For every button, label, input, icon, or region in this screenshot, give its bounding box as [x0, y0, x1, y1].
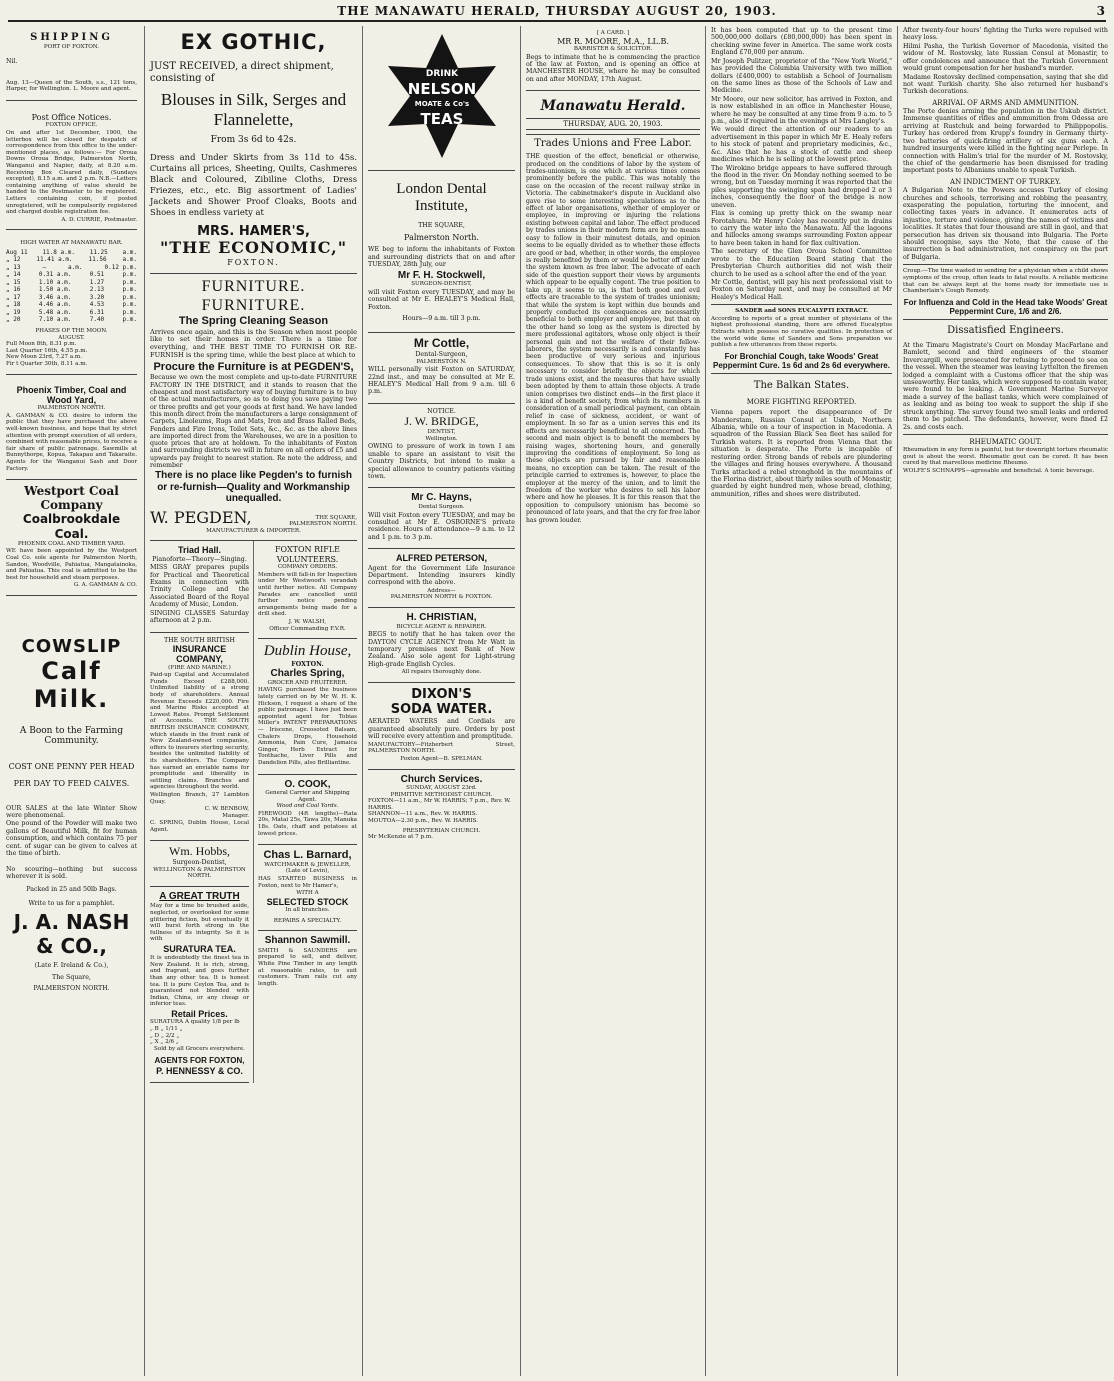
- tide-cell: „ 14: [6, 271, 21, 279]
- timber-place: PALMERSTON NORTH.: [37, 405, 106, 412]
- tide-cell: 7.10 a.m.: [38, 316, 72, 324]
- croup-text: Croup.—The time wasted in sending for a physician when a child shows symptoms of the croup, often leads to fatal results. A reliable medicine that can be always kept at the home ready for immediate use is Chamberlain's Cough Remedy.: [903, 268, 1108, 295]
- tide-row: [6, 316, 137, 324]
- no-place-heading: There is no place like Pegden's to furnish or re-furnish—Quality and Workmanship unequalled.: [155, 470, 352, 505]
- tide-cell: „ 20: [6, 316, 21, 324]
- peterson-address-label: Address—: [427, 587, 456, 594]
- news-para: Mr Cottle, dentist, will pay his next professional visit to Foxton on Saturday next, and may be consulted at Mr Healey's Medical Hall.: [711, 278, 892, 301]
- rifle-body: Members will fall-in for Inspection under Mr Westwood's verandah until further notice. All Company Parades are cancelled until further notice pending arrangements being made for a drill shed.: [258, 571, 357, 618]
- barnard-role: WATCHMAKER & JEWELLER,: [264, 861, 351, 868]
- piano-heading: Pianoforte—Theory—Singing.: [152, 555, 247, 563]
- leader-heading: Trades Unions and Free Labor.: [534, 138, 692, 150]
- tide-cell: —: [42, 263, 47, 271]
- branches-text: In all branches.: [285, 907, 330, 914]
- tide-cell: „ 15: [6, 278, 21, 286]
- church-heading: Church Services.: [400, 773, 483, 785]
- london-town: Palmerston North.: [404, 232, 479, 242]
- post-office-sub: FOXTON OFFICE.: [45, 122, 98, 129]
- moon-phase: Last Quarter 16th, 4.55 p.m.: [6, 347, 88, 354]
- tide-cell: „ 16: [6, 286, 21, 294]
- barnard-ad: [258, 845, 357, 931]
- agents-heading: AGENTS FOR FOXTON,: [154, 1056, 245, 1066]
- christian-role: BICYCLE AGENT & REPAIRER.: [396, 623, 487, 630]
- sawmill-body: SMITH & SAUNDERS are prepared to sell, and deliver, White Pine Timber in any length at reasonable rates, to suit customers. Tram rails cut any length.: [258, 947, 357, 987]
- tide-cell: „ 12: [6, 256, 21, 264]
- truth-heading: A GREAT TRUTH: [159, 890, 240, 902]
- hours-text: Hours—9 a.m. till 3 p.m.: [402, 314, 481, 322]
- nash-late: (Late F. Ireland & Co.),: [34, 962, 109, 970]
- peterson-ad: [368, 549, 515, 608]
- soda-heading: SODA WATER.: [390, 702, 493, 718]
- stockwell-name: Mr F. H. Stockwell,: [397, 269, 486, 281]
- spring-body: Arrives once again, and this is the Season when most people like to set their homes in order. There is a time for everything, and THE BEST TIME TO FURNISH OR RE-FURNISH is the spring time, while the best place at which to: [150, 327, 357, 359]
- pegden-ad: [150, 274, 357, 541]
- tide-cell: a.m.: [122, 256, 137, 264]
- scour-text: No scouring—nothing but success wherever it is sold.: [6, 865, 137, 880]
- suratura-body: It is undoubtedly the finest tea in New Zealand. It is rich, strong, and fragrant, and goes further than any other tea. It is honest tea. It is pure Ceylon Tea, and is guaranteed not blended with Indian, China, or any cheap or inferior teas.: [150, 955, 249, 1008]
- masthead: [8, 4, 1106, 22]
- retail-heading: Retail Prices.: [171, 1009, 228, 1020]
- card-label: [ A CARD. ]: [596, 30, 630, 36]
- arms-heading: ARRIVAL OF ARMS AND AMMUNITION.: [932, 98, 1079, 107]
- spring-agent: C. SPRING, Dublin House, Local Agent.: [150, 820, 249, 833]
- service-row: MOUTOA—2.30 p.m., Rev. W. HARRIS.: [368, 817, 479, 824]
- tide-cell: 11.25: [89, 248, 108, 256]
- bridge-body: OWING to pressure of work in town I am unable to spare an assistant to visit the Country Districts, but intend to make a special allowance to country patients visiting town.: [368, 443, 515, 480]
- christian-ad: [368, 608, 515, 683]
- tide-cell: 3.20: [89, 293, 105, 301]
- bridge-name: J. W. BRIDGE,: [404, 414, 479, 429]
- gout-heading: RHEUMATIC GOUT.: [969, 437, 1042, 446]
- cook-ad: [258, 775, 357, 846]
- hamer-name: MRS. HAMER'S,: [197, 223, 310, 239]
- tide-cell: 7.40: [89, 316, 105, 324]
- tide-cell: p.m.: [122, 271, 137, 279]
- london-dental-ad: [368, 171, 515, 333]
- barnard-late: (Late of Levin),: [285, 868, 330, 875]
- procure-body: Because we own the most complete and up-to-date FURNITURE FACTORY IN THE DISTRICT, and it stands to reason that the cheapest and most satisfactory way of buying furniture is to buy of the actual manufacturers, so as to doing you save paying two or three profits and get your goods at first hand. We have landed this month direct from the manufacturers a large consignment of Carpets, Linoleums, Rugs and Mats, Iron and Brass Railed Beds, Fenders and Fire Irons, Toilet Sets, &c., &c. as the above lines are imported direct from the Warehouses, we are in a position to quote prices that are at holdown. To the inhabitants of Foxton and surrounding districts we will in future on all orders of £5 and upwards pay freight to nearest station. Re note the address, and remember: [150, 374, 357, 470]
- column-1: [6, 26, 142, 1376]
- hobbs-name: Wm. Hobbs,: [169, 844, 230, 859]
- truth-body: May for a time be brushed aside, neglected, or overlooked for some glittering fiction, but eventually it will burst forth strong in the fullness of its integrity. So it is with: [150, 903, 249, 943]
- hobbs-role: Surgeon-Dentist,: [172, 859, 227, 867]
- tide-cell: 6.31: [89, 308, 105, 316]
- tide-row: [6, 279, 137, 287]
- dublin-house-ad: [258, 639, 357, 774]
- timber-body: A. GAMMAN & CO. desire to inform the public that they have purchased the above well-known business, and hope that by strict attention with prompt execution of all orders, combined with reasonable prices, to receive a fair share of public patronage. Sawmills at Bunnythorpe, Kopua, Takapau and Takaraite. Agents for the Wanganui Sash and Door Factory.: [6, 412, 137, 472]
- grocers-text: Sold by all Grocers everywhere.: [154, 1045, 245, 1052]
- tide-cell: 4.46 a.m.: [38, 301, 72, 309]
- cook-sub: Wood and Coal Yards.: [276, 803, 339, 810]
- fighting-sub: MORE FIGHTING REPORTED.: [746, 397, 857, 406]
- blouse-price: From 3s 6d to 42s.: [210, 135, 297, 146]
- shipping-heading: SHIPPING: [30, 32, 113, 43]
- westport-coal-ad: [6, 480, 137, 596]
- tide-cell: 11.41 a.m.: [36, 256, 73, 264]
- stockwell-role: SURGEON-DENTIST,: [411, 281, 472, 288]
- barnard-body: HAS STARTED BUSINESS in Foxton, next to Mr Hamer's,: [258, 876, 357, 889]
- barnard-name: Chas L. Barnard,: [263, 849, 352, 862]
- column-2: [144, 26, 362, 1376]
- spring-name: Charles Spring,: [270, 668, 345, 680]
- tide-row: [6, 249, 137, 257]
- cowslip-ad: [6, 596, 137, 993]
- timber-heading: Phoenix Timber, Coal and Wood Yard,: [16, 384, 127, 405]
- walsh-role: Officer Commanding F.V.R.: [269, 625, 346, 632]
- nash-heading: J. A. NASH & CO.,: [13, 910, 130, 958]
- shipping-nil: Nil.: [6, 58, 18, 66]
- tide-cell: 4.53: [89, 301, 105, 309]
- coal-sign: G. A. GAMMAN & CO.: [73, 582, 137, 589]
- tide-cell: 5.48 a.m.: [38, 308, 72, 316]
- post-office-sign: A. D. CURRIE, Postmaster.: [61, 216, 137, 223]
- wolfe-text: WOLFE'S SCHNAPPS—agreeable and beneficial. A tonic beverage.: [903, 467, 1095, 474]
- repairs-text: REPAIRS A SPECIALTY.: [273, 917, 342, 924]
- price-row: „ D „ 2/2 „: [150, 1032, 180, 1039]
- indictment-body: A Bulgarian Note to the Powers accuses Turkey of closing churches and schools, terrorising and robbing the peasantry, exasperating the population, torturing the innocent, and collecting taxes years in advance. It enumerates acts of injustice, torture and violence, giving the names of victims and localities. It states that four thousand are still in gaol, and that persecution has driven six thousand into Bulgaria. The Porte should recognise, says the Note, that the cause of the insurrection is bad administration, not conspiracy on the part of Bulgaria.: [903, 187, 1108, 261]
- nash-address: The Square,: [52, 973, 91, 981]
- price-row: „ X „ 2/6 „: [150, 1039, 179, 1046]
- peterson-address: PALMERSTON NORTH & FOXTON.: [390, 594, 493, 601]
- nelson-tea-ad: [368, 26, 515, 171]
- singing-text: SINGING CLASSES Saturday afternoon at 2 p.m.: [150, 609, 249, 625]
- dixon-ad: [368, 683, 515, 770]
- sawmill-ad: [258, 931, 357, 987]
- herald-date: THURSDAY, AUG. 20, 1903.: [526, 118, 700, 130]
- gray-body: MISS GRAY prepares pupils for Practical and Theoretical Exams in connection with Trinity College and the Associated Board of the Royal Academy of Music, London.: [150, 564, 249, 609]
- tide-cell: 2.13: [89, 286, 105, 294]
- gout-body: Rheumatism in any form is painful, but for downright torture rheumatic gout is about the worst. Rheumatic gout can be cured. It has been cured by that marvellous medicine Rheumo.: [903, 447, 1108, 467]
- tide-cell: p.m.: [122, 316, 137, 324]
- news-para: It has been computed that up to the present time 500,000,000 dollars (£80,000,000) has been spent in checking swine fever in America. The same work costs England £70,000 per annum.: [711, 27, 892, 57]
- bronchial-ad: For Bronchial Cough, take Woods' Great Peppermint Cure. 1s 6d and 2s 6d everywhere.: [713, 351, 890, 370]
- bridge-ad: [368, 404, 515, 489]
- economic-town: FOXTON.: [227, 257, 280, 267]
- hobbs-town: WELLINGTON & PALMERSTON NORTH.: [153, 866, 246, 880]
- dixon-factory: MANUFACTORY—Fitzherbert Street, PALMERSTON NORTH.: [368, 741, 515, 755]
- notice-heading: NOTICE.: [427, 407, 456, 415]
- furniture-heading: FURNITURE. FURNITURE.: [201, 278, 306, 314]
- london-square: THE SQUARE,: [418, 221, 465, 229]
- methodist-heading: PRIMITIVE METHODIST CHURCH.: [390, 791, 493, 798]
- hayns-ad: [368, 488, 515, 549]
- peterson-name: ALFRED PETERSON,: [395, 553, 487, 564]
- column-5: [705, 26, 897, 1376]
- tide-cell: 3.46 a.m.: [38, 293, 72, 301]
- tides-heading: HIGH WATER AT MANAWATU BAR.: [20, 240, 123, 247]
- dixon-heading: DIXON'S: [411, 686, 472, 702]
- herald-title: Manawatu Herald.: [540, 98, 686, 115]
- economic-name: "THE ECONOMIC,": [159, 237, 348, 257]
- sbi-branch: Wellington Branch, 27 Lambton Quay.: [150, 791, 249, 805]
- coalbrookdale-heading: Coalbrookdale Coal.: [22, 512, 121, 541]
- sanders-heading: SANDER and SONS EUCALYPTI EXTRACT.: [735, 308, 868, 315]
- presbyterian-heading: PRESBYTERIAN CHURCH.: [402, 827, 481, 834]
- sbi-sub: (FIRE AND MARINE.): [168, 664, 231, 671]
- post-office-heading: Post Office Notices.: [31, 113, 112, 122]
- stockwell-body: will visit Foxton every TUESDAY, and may be consulted at Mr E. HEALEY'S Medical Hall, Foxton.: [368, 288, 515, 311]
- tide-cell: Aug 11: [6, 248, 28, 256]
- moon-phase: Full Moon 8th, 8.31 p.m.: [6, 341, 77, 348]
- peterson-body: Agent for the Government Life Insurance Department. Intending insurers kindly correspond with the above.: [368, 564, 515, 587]
- london-body: WE beg to inform the inhabitants of Foxton and surrounding districts that on and after TUESDAY, 28th July, our: [368, 246, 515, 269]
- post-office-body: On and after 1st December, 1900, the letterbox will be closed for despatch of correspondence from this office to the under-mentioned places, as follows:— For Oroua Downs Oroua Bridge, Palmerston North, Wanganui and Napier, daily, at 8.20 a.m. Receiving Box Cleared daily, (Sundays excepted), 8.15 a.m. and 2 p.m. N.B.—Letters containing anything of value should be handed to the Postmaster to be registered. Letters containing coin, if posted unregistered, will be compulsorily registered and charged double registration fee.: [6, 130, 137, 216]
- sbi-heading-2: INSURANCE COMPANY,: [172, 643, 227, 665]
- tide-cell: p.m.: [122, 293, 137, 301]
- news-para: Mr Moore, our new solicitor, has arrived in Foxton, and is now established in an office in Manchester House, where he may be consulted at any time from 9 a.m. to 5 p.m., also if required in the evenings at Mrs Langley's.: [711, 95, 892, 126]
- cottle-ad: [368, 333, 515, 404]
- write-text: Write to us for a pamphlet.: [28, 899, 115, 907]
- tide-cell: a.m.: [68, 263, 83, 271]
- sbi-heading: THE SOUTH BRITISH: [163, 636, 236, 644]
- pegden-address: THE SQUARE, PALMERSTON NORTH.: [289, 514, 357, 528]
- nash-town: PALMERSTON NORTH.: [33, 985, 110, 993]
- tide-row: [6, 301, 137, 309]
- rifle-heading: FOXTON RIFLE VOLUNTEERS.: [275, 545, 340, 564]
- news-para: Madame Rostovsky declined compensation, saying that she did not want Turkish charity. She also returned her husband's Turkish decorations.: [903, 73, 1108, 96]
- moore-body: Begs to intimate that he is commencing the practice of the law at Foxton, and is opening an office at MANCHESTER HOUSE, where he may be consulted on and after MONDAY, 17th August.: [526, 53, 700, 83]
- teas-text: TEAS: [420, 110, 463, 128]
- benbow-name: C. W. BENBOW,: [204, 806, 249, 813]
- bridge-town: Wellington.: [425, 435, 458, 442]
- shipping-port: PORT OF FOXTON.: [43, 43, 100, 50]
- hayns-name: Mr C. Hayns,: [411, 492, 472, 504]
- packed-text: Packed in 25 and 50lb Bags.: [26, 886, 117, 894]
- price-row: „ B „ 1/11 „: [150, 1025, 183, 1032]
- price-row: SURATURA A quality 1/8 per lb: [150, 1019, 240, 1026]
- spring-body-2: HAVING purchased the business lately carried on by Mr W. H. K. Hickson, I request a share of the public patronage. I have just been appointed agent for Tobias Miller's PATENT PREPARATIONS — Iriscene, Creosoted Balsam, Chalers Drops, Household Ammonia, Pain Cure, Jamaica Ginger, Herb Extract for Toothache, Liver Pills and Dandelion Pills, also Brilliantine.: [258, 687, 357, 766]
- news-para: Hilmi Pasha, the Turkish Governor of Macedonia, visited the widow of M. Rostovsky, late Russian Consul at Monastir, to offer condolences and announce that the Turkish Government would grant compensation for her husband's murder.: [903, 42, 1108, 73]
- church-date: SUNDAY, AUGUST 23rd.: [406, 785, 477, 791]
- post-office-section: [6, 101, 137, 230]
- triad-heading: Triad Hall.: [177, 545, 221, 556]
- tide-row: [6, 271, 137, 279]
- tide-cell: p.m.: [122, 301, 137, 309]
- hayns-role: Dental Surgeon.: [418, 503, 465, 510]
- bridge-role: DENTIST,: [427, 429, 456, 436]
- masthead-title: THE MANAWATU HERALD, THURSDAY AUGUST 20, 1903.: [337, 4, 777, 18]
- cottle-body: WILL personally visit Foxton on SATURDAY, 22nd inst., and may be consulted at Mr E. HEALEY'S Medical Hall from 9 a.m. till 6 p.m.: [368, 366, 515, 396]
- engineers-heading: Dissatisfied Engineers.: [947, 325, 1064, 337]
- tide-cell: 1.27: [89, 278, 105, 286]
- cook-body: FIREWOOD (4ft lengths)—Rata 20s, Matai 25s, Tawa 20s, Manuka 18s. Oats, chaff and potatoes at lowest prices.: [258, 810, 357, 837]
- gothic-intro: JUST RECEIVED, a direct shipment, consisting of: [150, 60, 334, 84]
- moore-name: MR R. MOORE, M.A., LL.B.: [557, 36, 669, 46]
- arms-body: The Porte denies arming the population in the Uskub district. Immense quantities of rifles and ammunition from Odessa are arriving at Rustchuk and being forwarded to Philippopolis. Turkey has ordered from Krupp's foundry in Germany thirty-two batteries of quick-firing artillery of six guns each. A hundred insurgents were killed in the fighting near Perlepe. In connection with Halim's trial for the murder of M. Rostovsky, the chief of the gendarmerie has been dismissed for trading important posts to Albanians unable to speak Turkish.: [903, 108, 1108, 175]
- nelson-star-logo: [378, 32, 506, 160]
- cowslip-heading: COWSLIP: [21, 635, 122, 657]
- tide-cell: „ 19: [6, 308, 21, 316]
- influenza-ad: For Influenza and Cold in the Head take Woods' Great Peppermint Cure, 1/6 and 2/6.: [903, 297, 1108, 316]
- news-para: We would direct the attention of our readers to an advertisement in this paper in which Mr E. Healy refers to his stock of patent and proprietary medicines, &c., &c. Also that he has a stock of cattle and sheep medicines which he is selling at the lowest price.: [711, 126, 892, 164]
- procure-heading: Procure the Furniture is at PEGDEN'S,: [153, 360, 354, 373]
- cottle-name: Mr Cottle,: [413, 336, 470, 351]
- tide-cell: 0.51: [89, 271, 105, 279]
- phoenix-timber-ad: [6, 375, 137, 481]
- rifle-orders: COMPANY ORDERS.: [277, 564, 338, 571]
- cook-role: General Carrier and Shipping Agent.: [265, 790, 350, 803]
- moon-heading: PHASES OF THE MOON.: [35, 327, 108, 334]
- tide-cell: p.m.: [122, 278, 137, 286]
- pegden-role: MANUFACTURER & IMPORTER.: [206, 527, 301, 534]
- drink-text: DRINK: [425, 69, 458, 79]
- dixon-body: AERATED WATERS and Cordials are guaranteed absolutely pure. Orders by post will receive every attention and promptitude.: [368, 718, 515, 741]
- tide-cell: p.m.: [122, 286, 137, 294]
- column-3: [362, 26, 520, 1376]
- tide-cell: p.m.: [122, 308, 137, 316]
- blouses-heading: Blouses in Silk, Serges and Flannelette,: [160, 90, 347, 129]
- tide-cell: „ 13: [6, 263, 21, 271]
- hobbs-ad: [150, 841, 249, 886]
- nelson-text: NELSON: [407, 80, 476, 98]
- tide-cell: 1.10 a.m.: [38, 278, 72, 286]
- news-para: Flax is coming up pretty thick on the swamp near Forotahuru. Mr Henry Coley has recently put in drains to carry the water into the Manawatu. All the lagoons and hillocks among swamps surrounding Foxton appear to have been taken in hand for flax cultivation.: [711, 210, 892, 247]
- ex-gothic-ad: [150, 26, 357, 274]
- balkan-body: Vienna papers report the disappearance of Dr Manderstam, Russian Consul at Uskub, Northern Albania, while on a tour of inspection in Macedonia. A squadron of the Russian Black Sea fleet has sailed for Turkish waters. It is reported from Vienna that the situation is desperate. The Porte is incapable of restoring order. Strong bands of rebels are plundering the villages and firing houses everywhere. A thousand Turks attacked a rebel stronghold in the mountains of the Florina district, about thirty miles south of Monastir, guarded by eight hundred men, whose bread, clothing, ammunition, rifles and shoes were distributed.: [711, 409, 892, 498]
- tide-cell: 0.31 a.m.: [38, 271, 72, 279]
- boon-text: A Boon to the Farming Community.: [19, 725, 124, 747]
- dublin-town: FOXTON.: [291, 660, 324, 668]
- suratura-ad: [150, 887, 249, 1083]
- hayns-body: Will visit Foxton every TUESDAY, and may be consulted at Mr E. OSBORNE'S private residence. Hours of attendance—9 a.m. to 12 and 1 p.m. to 3 p.m.: [368, 511, 515, 541]
- news-para: The secretary of the Glen Oroua School Committee wrote to the Education Board stating that the Presbyterian Church authorities did not wish their church to be used as a school after the end of the year.: [711, 248, 892, 278]
- grocer-role: GROCER AND FRUITERER.: [267, 679, 348, 686]
- sanders-body: According to reports of a great number of physicians of the highest professional standing, there are offered Eucalyptus Extracts which possess no curative qualities. In protection of the world wide fame of Sanders and Sons preparation we publish a few utterances from these reports.: [711, 315, 892, 349]
- tide-row: [6, 286, 137, 294]
- moore-card: [526, 26, 700, 91]
- benbow-role: Manager.: [222, 812, 249, 819]
- cost-text: COST ONE PENNY PER HEAD PER DAY TO FEED CALVES.: [8, 761, 135, 788]
- london-heading: London Dental Institute,: [396, 181, 487, 215]
- tide-cell: „ 17: [6, 293, 21, 301]
- news-para: The Wirokino bridge appears to have suffered through the flood in the river. On Monday nothing seemed to be wrong, but on Tuesday morning it was reported that the piles supporting the swinging span had dropped 2 or 3 inches, consequently the floor of the bridge is now uneven.: [711, 164, 892, 209]
- balkan-heading: The Balkan States.: [753, 380, 850, 392]
- tide-cell: „ 18: [6, 301, 21, 309]
- church-section: [368, 770, 515, 841]
- shipping-section: [6, 26, 137, 101]
- column-4: [520, 26, 705, 1376]
- calf-milk-heading: Calf Milk.: [33, 657, 110, 714]
- sbi-ad: [150, 633, 249, 842]
- rifle-ad: [258, 541, 357, 639]
- engineers-body: At the Timaru Magistrate's Court on Monday MacFarlane and Bamlett, second and third engineers of the steamer Invercargill, were prosecuted for refusing to proceed to sea on the vessel. When the steamer was leaving Lyttelton the firemen lodged a complaint with a Customs officer that the ship was unseaworthy. Her tanks, which were supposed to contain water, were found to be leaking. A Government Marine Surveyor made a survey of the ballast tanks, which were complained of as leaking and as being too weak to support the ship if she struck anything. The survey found two small leaks and ordered them to be patched. The defendants, however, were fined £2 2s. and costs each.: [903, 341, 1108, 431]
- sawmill-heading: Shannon Sawmill.: [264, 935, 351, 947]
- powder-text: One pound of the Powder will make two gallons of Beautiful Milk, fit for human consumption, and which contains 75 per cent. of sugar can be given to calves at the time of birth.: [6, 820, 137, 858]
- christian-body: BEGS to notify that he has taken over the DAYTON CYCLE AGENCY from Mr Watt in temporary premises next Bank of New Zealand. Also sole agent for Light-strung High-grade English Cycles.: [368, 631, 515, 668]
- dress-text: Dress and Under Skirts from 3s 11d to 45s. Curtains all prices, Sheeting, Quilts, Cashmeres Black and Coloured, Zibiline Cloths, Dress Friezes, etc., etc. Big assortment of Ladies' Jackets and Shower Proof Cloaks, Boots and Shoes in endless variety at: [150, 152, 357, 217]
- tide-cell: 11.8 a.m.: [42, 248, 75, 256]
- tide-row: [6, 294, 137, 302]
- tide-cell: 11.56: [88, 256, 107, 264]
- selected-stock: SELECTED STOCK: [266, 896, 349, 907]
- coal-sub: PHOENIX COAL AND TIMBER YARD.: [17, 540, 126, 547]
- christian-repairs: All repairs thoroughly done.: [401, 669, 482, 676]
- service-row: FOXTON—11 a.m., Mr W. HARRIS; 7 p.m., Rev. W. HARRIS.: [368, 798, 511, 811]
- westport-heading: Westport Coal Company: [24, 484, 119, 513]
- page-number: 3: [1096, 4, 1106, 18]
- christian-name: H. CHRISTIAN,: [406, 612, 477, 623]
- cottle-town: PALMERSTON N.: [416, 358, 467, 365]
- tides-section: [6, 230, 137, 374]
- tide-cell: 1.50 a.m.: [38, 286, 72, 294]
- pegden-name: W. PEGDEN,: [150, 507, 252, 527]
- with-a: WITH A: [296, 890, 319, 897]
- service-row: SHANNON—11 a.m., Rev. W. HARRIS.: [368, 811, 478, 818]
- mckenzie-text: Mr McKenzie at 7 p.m.: [368, 834, 433, 841]
- dublin-heading: Dublin House,: [263, 643, 352, 660]
- news-para: After twenty-four hours' fighting the Turks were repulsed with heavy loss.: [903, 27, 1108, 42]
- hennessy-name: P. HENNESSY & CO.: [156, 1065, 243, 1076]
- walsh-name: J. W. WALSH,: [288, 619, 327, 626]
- cottle-role: Dental-Surgeon,: [415, 351, 468, 359]
- tide-cell: a.m.: [122, 248, 137, 256]
- sbi-body: Paid-up Capital and Accumulated Funds Exceed £288,000. Unlimited liability of a strong body of shareholders. Annual Revenue Exceeds £220,000. Fire and Marine Risks accepted at Lowest Rates. Prompt Settlement of Accounts. THE SOUTH BRITISH INSURANCE COMPANY, which stands in the front rank of New Zealand-owned companies, offers to insurers sterling security, besides the unlimited liability of its shareholders. The Company has earned an enviable name for promptitude and liberality in settling claims. Branches and agencies throughout the world.: [150, 672, 249, 791]
- moate-text: MOATE & Co's: [414, 100, 469, 108]
- tide-row: [6, 264, 137, 272]
- gothic-heading: EX GOTHIC,: [180, 30, 327, 54]
- moon-phase: Fir t Quarter 30th, 8.11 a.m.: [6, 360, 88, 367]
- dixon-agent: Foxton Agent—B. SPELMAN.: [400, 755, 483, 762]
- leader-body: THE question of the effect, beneficial or otherwise, produced on the conditions of labor by the system of trades-unionism, is one which at various times comes prominently before the public. This was notably the case on the occasion of the recent railway strike in Victoria. The cabinetmaker's dispute in Auckland also gave rise to some interesting speculations as to the effect of labor organisations, whether of employer or employee, in improving or injuring the relations existing between capital and labor. The effect produced by trades unions in their modern form are by no means easy to follow in their minutest details, and opinion seems to be equally divided as to whether these effects are good or bad, whether, in other words, the employee is really benefited by them or would be better off under the system known as free labor. The advocate of each side of the question support their views by arguments which appear to be equally cogent. The true position to take up, it seems to us, is that both good and evil effects are traceable to the system of trades unionism; that while the system is kept within due bounds and properly conducted its consequences are necessarily beneficial to both employer and employee, but that on the other hand so long as the system is directed by mere professional agitators, whose only object is their personal gain and not the welfare of their fellow-laborers, the system necessarily is and constantly has been productive of very serious and injurious consequences. To show that this is so it is only necessary to consider briefly the objects for which trade unions exist, and the measures that have usually been adopted by them to attain those objects. A trade union comprises two distinct ends—in the first place it is a kind of benefit society, from which its members in consideration of a small periodical payment, can obtain relief in case of sickness, accident, or want of employment. In so far as a union serves this end its effects are necessarily beneficial to all concerned. The second and main object is to benefit the members by raising wages, shortening hours, and generally improving the conditions of employment. So long as these objects are pursued by fair and reasonable means, no exception can be taken. The result of the principle carried to extremes is, however, to place the employer at the mercy of the union, and to limit the freedom of the worker who desires to sell his labor where and how he pleases. It is for this reason that the opposition to compulsory unionism has become so pronounced of late years, and that the cry for free labor has grown louder.: [526, 153, 700, 524]
- tides-table: [6, 249, 137, 324]
- tide-cell: 0.12 p.m.: [104, 263, 137, 271]
- moore-role: BARRISTER & SOLICITOR.: [573, 46, 653, 53]
- news-para: Mr Joseph Pulitzer, proprietor of the "New York World," has provided the Columbia University with two million dollars (£400,000) to establish a School of Journalism on the same lines as those of the Schools of Law and Medicine.: [711, 57, 892, 95]
- spring-heading: The Spring Cleaning Season: [178, 315, 329, 328]
- triad-hall-ad: [150, 541, 249, 632]
- cook-name: O. COOK,: [284, 778, 331, 790]
- tide-row: [6, 309, 137, 317]
- column-6: [897, 26, 1108, 1376]
- moon-phase: New Moon 23rd, 7.27 a.m.: [6, 354, 82, 361]
- coal-body: WE have been appointed by the Westport Coal Co. sole agents for Palmerston North, Sandon, Woodville, Pahiatua, Mangatainoka, and Pahiatua. This coal is admitted to be the best for household and steam purposes.: [6, 548, 137, 581]
- sales-text: OUR SALES at the late Winter Show were phenomenal.: [6, 804, 137, 819]
- indictment-heading: AN INDICTMENT OF TURKEY.: [950, 177, 1061, 186]
- shipping-note: Aug. 13—Queen of the South, s.s., 121 tons, Harper, for Wellington. L. Moore and agent.: [6, 79, 137, 93]
- moon-month: AUGUST.: [58, 334, 85, 341]
- tide-row: [6, 256, 137, 264]
- suratura-heading: SURATURA TEA.: [163, 943, 236, 954]
